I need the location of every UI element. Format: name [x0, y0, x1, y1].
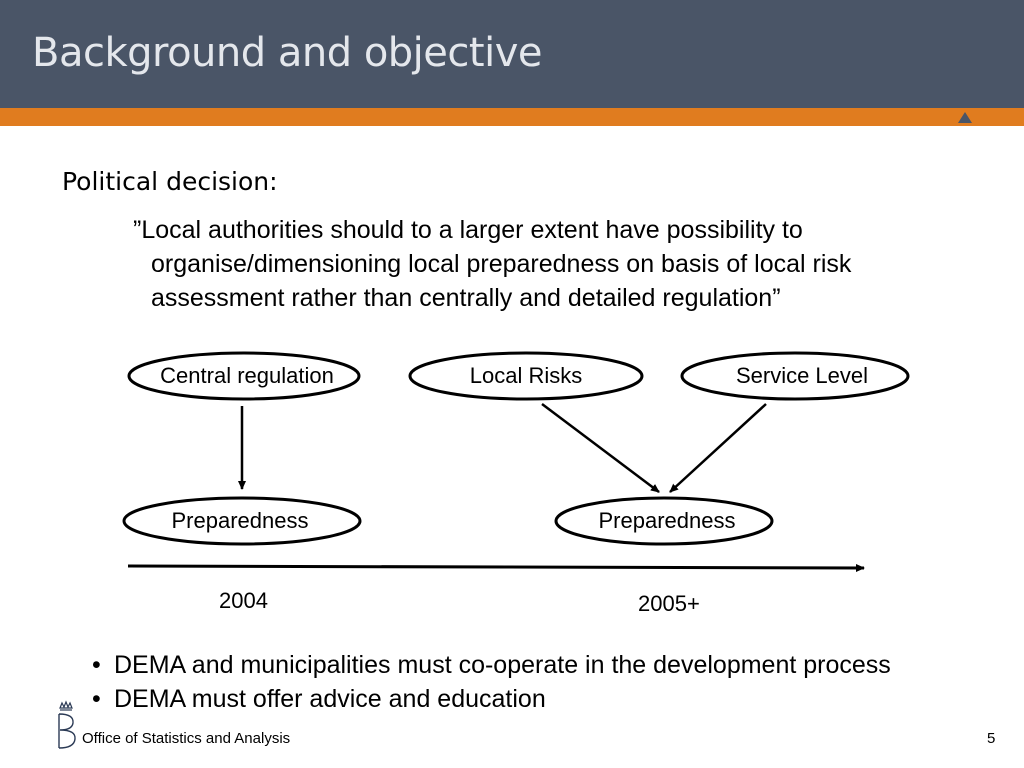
- preparedness-2004-label: Preparedness: [171, 508, 309, 533]
- page-number: 5: [987, 730, 996, 747]
- arrow-local-risks-to-preparedness: [542, 404, 659, 492]
- slide-title: Background and objective: [32, 30, 542, 76]
- bullet-text: DEMA must offer advice and education: [114, 685, 546, 713]
- local-risks-label: Local Risks: [469, 363, 583, 388]
- bullet-item: • DEMA and municipalities must co-operate in the development process: [92, 651, 891, 679]
- year-2004-label: 2004: [219, 588, 268, 613]
- political-decision-heading: Political decision:: [62, 167, 278, 196]
- service-level-label: Service Level: [735, 363, 869, 388]
- bullet-item: • DEMA must offer advice and education: [92, 685, 546, 713]
- quote-line: organise/dimensioning local preparedness on basis of local risk: [151, 250, 852, 278]
- bullet-list: [92, 648, 891, 716]
- preparedness-2005-label: Preparedness: [598, 508, 736, 533]
- arrow-service-level-to-preparedness: [670, 404, 766, 492]
- timeline-arrow: [128, 566, 864, 568]
- quote-line: ”Local authorities should to a larger extent have possibility to: [133, 216, 803, 244]
- bullet-text: DEMA and municipalities must co-operate in the development process: [114, 651, 891, 679]
- crown-b-logo-icon: [54, 700, 78, 750]
- year-2005-label: 2005+: [638, 591, 700, 616]
- footer-organization: Office of Statistics and Analysis: [82, 730, 291, 747]
- central-regulation-label: Central regulation: [160, 363, 334, 388]
- quote-line: assessment rather than centrally and detailed regulation”: [151, 284, 781, 312]
